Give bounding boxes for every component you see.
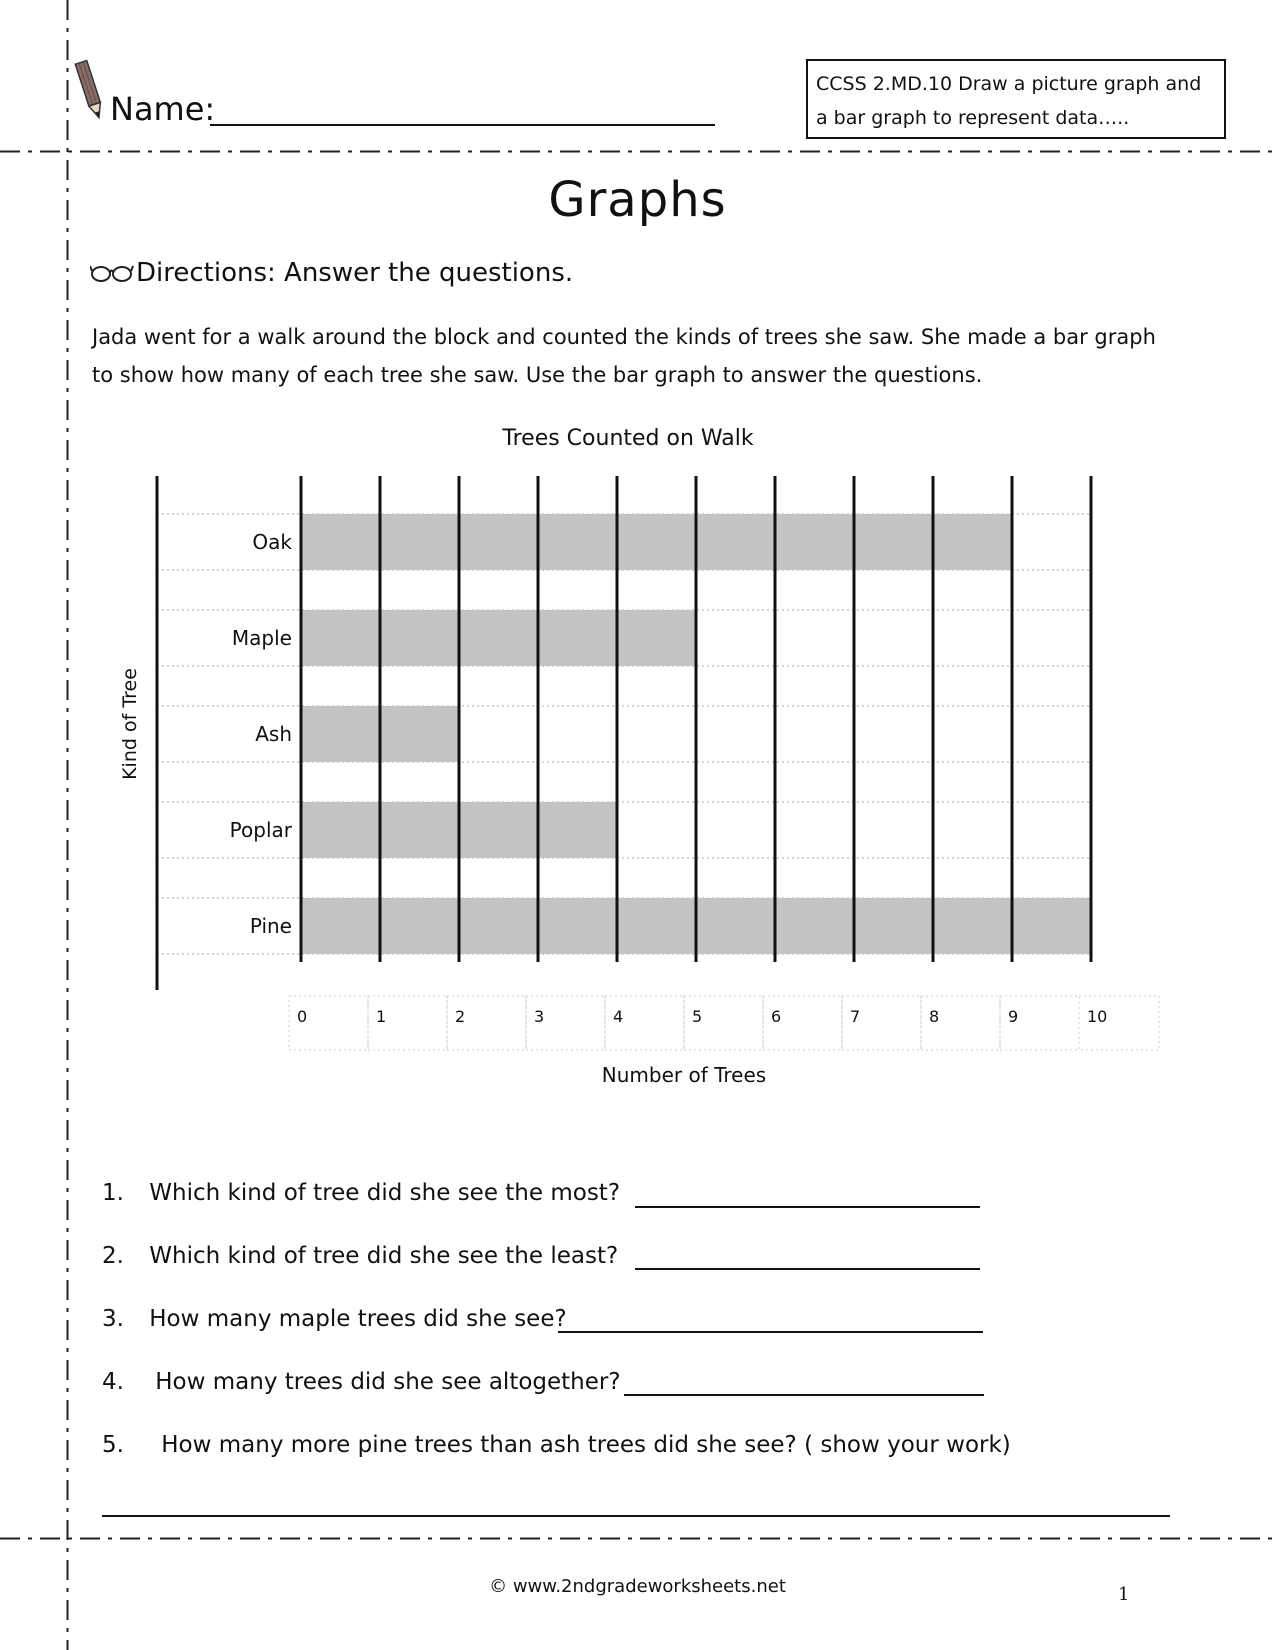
tick-label: 0 <box>297 1007 308 1026</box>
tick-label: 6 <box>771 1007 782 1026</box>
intro-line-1: Jada went for a walk around the block and counted the kinds of trees she saw. She made a bar graph <box>92 325 1156 349</box>
tick-label: 7 <box>850 1007 861 1026</box>
x-axis-label: Number of Trees <box>601 1063 767 1087</box>
category-label: Oak <box>252 530 292 554</box>
bar-oak <box>301 514 1012 570</box>
answer-line-1[interactable] <box>635 1206 980 1208</box>
answer-line-2[interactable] <box>635 1268 980 1270</box>
tick-labels <box>289 996 1159 1050</box>
y-axis-label: Kind of Tree <box>119 668 141 780</box>
question-number: 1. <box>102 1180 124 1206</box>
answer-line-4[interactable] <box>624 1394 984 1396</box>
chart-title: Trees Counted on Walk <box>502 426 754 451</box>
question-4 <box>102 1369 621 1395</box>
question-text: Which kind of tree did she see the most? <box>149 1180 621 1206</box>
directions: Directions: Answer the questions. <box>136 258 574 288</box>
question-number: 4. <box>102 1369 124 1395</box>
page-title: Graphs <box>548 172 727 228</box>
tick-label: 2 <box>455 1007 466 1026</box>
question-text: Which kind of tree did she see the least? <box>149 1243 619 1269</box>
tick-label: 3 <box>534 1007 545 1026</box>
question-text: How many trees did she see altogether? <box>155 1369 621 1395</box>
footer-copyright: © www.2ndgradeworksheets.net <box>489 1576 786 1597</box>
intro-line-2: to show how many of each tree she saw. Use the bar graph to answer the questions. <box>92 363 983 387</box>
bottom-divider-line <box>0 1537 1275 1540</box>
chart-grid <box>157 514 1091 954</box>
tick-label: 4 <box>613 1007 624 1026</box>
question-2 <box>102 1243 618 1269</box>
tick-label: 9 <box>1008 1007 1019 1026</box>
standard-line-2: a bar graph to represent data….. <box>816 107 1130 129</box>
category-label: Poplar <box>229 818 292 842</box>
category-label: Ash <box>255 722 292 746</box>
tick-label: 1 <box>376 1007 387 1026</box>
question-3 <box>102 1306 567 1332</box>
bar-maple <box>301 610 696 666</box>
question-1 <box>102 1180 620 1206</box>
question-number: 5. <box>102 1432 124 1458</box>
question-5 <box>102 1432 1011 1458</box>
question-number: 2. <box>102 1243 124 1269</box>
standard-line-1: CCSS 2.MD.10 Draw a picture graph and <box>816 73 1202 95</box>
category-labels <box>230 530 293 938</box>
category-label: Pine <box>249 914 292 938</box>
category-label: Maple <box>231 626 292 650</box>
page-number: 1 <box>1118 1584 1130 1605</box>
question-text: How many maple trees did she see? <box>149 1306 567 1332</box>
answer-line-3[interactable] <box>558 1331 983 1333</box>
tick-label: 5 <box>692 1007 703 1026</box>
name-label: Name: <box>110 90 216 128</box>
tick-label: 10 <box>1087 1007 1108 1026</box>
question-text: How many more pine trees than ash trees did she see? ( show your work) <box>161 1432 1011 1458</box>
question-number: 3. <box>102 1306 124 1332</box>
tick-label: 8 <box>929 1007 940 1026</box>
answer-line-5[interactable] <box>102 1515 1170 1517</box>
